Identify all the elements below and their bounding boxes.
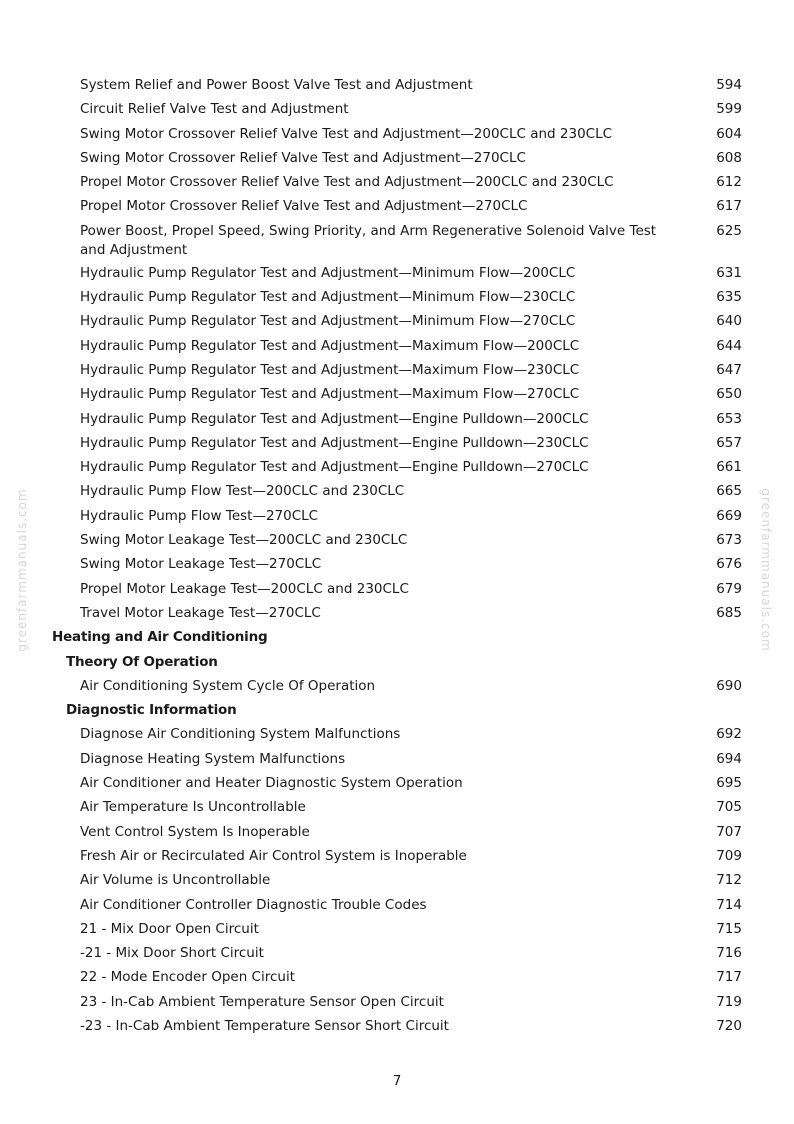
toc-entry[interactable] (0, 264, 794, 283)
toc-entry[interactable] (0, 555, 794, 574)
toc-entry-page[interactable]: 676 (716, 556, 742, 573)
toc-diagnostic-entries (0, 725, 794, 1036)
toc-entry-page[interactable]: 695 (716, 775, 742, 792)
toc-entry-page[interactable]: 599 (716, 101, 742, 118)
toc-entry-title[interactable]: Hydraulic Pump Regulator Test and Adjustment—Engine Pulldown—270CLC (80, 459, 589, 476)
toc-entry[interactable] (0, 531, 794, 550)
toc-entry-title[interactable]: Swing Motor Leakage Test—200CLC and 230CLC (80, 532, 408, 549)
toc-entry-title[interactable]: Hydraulic Pump Regulator Test and Adjustment—Maximum Flow—200CLC (80, 337, 580, 354)
toc-entry-page[interactable]: 694 (716, 750, 742, 767)
toc-entry[interactable] (0, 750, 794, 769)
subsection-heading-diagnostic[interactable]: Diagnostic Information (66, 702, 237, 719)
toc-entry[interactable] (0, 920, 794, 939)
toc-entry-title[interactable]: 22 - Mode Encoder Open Circuit (80, 969, 295, 986)
toc-entry[interactable] (0, 823, 794, 842)
toc-entry-page[interactable]: 653 (716, 410, 742, 427)
toc-entry-page[interactable]: 594 (716, 77, 742, 93)
toc-entry[interactable] (0, 580, 794, 599)
toc-entry-title[interactable]: Hydraulic Pump Regulator Test and Adjustment—Maximum Flow—270CLC (80, 386, 580, 403)
toc-entry-page[interactable]: 714 (716, 896, 742, 913)
toc-entry-page[interactable]: 719 (716, 993, 742, 1010)
toc-entry-title[interactable]: Diagnose Heating System Malfunctions (80, 750, 346, 767)
toc-entry-title[interactable]: Air Volume is Uncontrollable (80, 872, 271, 889)
table-of-contents (0, 76, 794, 1041)
toc-entry-page[interactable]: 673 (716, 532, 742, 549)
toc-entry-page[interactable]: 631 (716, 264, 742, 281)
toc-entry[interactable] (0, 100, 794, 119)
toc-entry-title[interactable]: Air Temperature Is Uncontrollable (80, 799, 306, 816)
toc-entry[interactable] (0, 944, 794, 963)
toc-entry[interactable] (0, 896, 794, 915)
toc-entry-page[interactable]: 604 (716, 125, 742, 142)
toc-entry[interactable] (0, 434, 794, 453)
toc-entry-title[interactable]: Travel Motor Leakage Test—270CLC (80, 604, 321, 621)
toc-entry-title[interactable]: Hydraulic Pump Regulator Test and Adjustment—Minimum Flow—230CLC (80, 289, 576, 306)
toc-entry[interactable] (0, 482, 794, 501)
toc-entry[interactable] (0, 507, 794, 526)
toc-entry-page[interactable]: 707 (716, 823, 742, 840)
toc-entry-page[interactable]: 612 (716, 174, 742, 191)
toc-entry-page[interactable]: 715 (716, 920, 742, 937)
toc-theory-entries (0, 677, 794, 696)
toc-entry-page[interactable]: 685 (716, 604, 742, 621)
toc-entry[interactable] (0, 458, 794, 477)
toc-entry-title[interactable]: Air Conditioner and Heater Diagnostic System Operation (80, 775, 463, 792)
toc-entry-page[interactable]: 661 (716, 459, 742, 476)
toc-entry-title[interactable]: Diagnose Air Conditioning System Malfunctions (80, 726, 401, 743)
page-number: 7 (392, 1073, 402, 1089)
toc-entry-page[interactable]: 705 (716, 799, 742, 816)
watermark-left: greenfarmmanuals.com (15, 488, 29, 652)
toc-entry-title[interactable]: Air Conditioning System Cycle Of Operation (80, 677, 376, 694)
toc-entry-page[interactable]: 712 (716, 872, 742, 889)
toc-entry-page[interactable]: 717 (716, 969, 742, 986)
subsection-heading-theory[interactable]: Theory Of Operation (66, 653, 218, 670)
toc-entry-title[interactable]: Circuit Relief Valve Test and Adjustment (80, 101, 349, 118)
toc-entry-title[interactable]: 23 - In-Cab Ambient Temperature Sensor Open Circuit (80, 993, 444, 1010)
toc-entry-title[interactable]: Hydraulic Pump Regulator Test and Adjustment—Engine Pulldown—230CLC (80, 434, 589, 451)
toc-entry[interactable] (0, 798, 794, 817)
toc-entry-page[interactable]: 716 (716, 945, 742, 962)
toc-entry-title[interactable]: Fresh Air or Recirculated Air Control System is Inoperable (80, 847, 467, 864)
toc-entry-page[interactable]: 690 (716, 677, 742, 694)
toc-entry-title[interactable]: Hydraulic Pump Regulator Test and Adjustment—Engine Pulldown—200CLC (80, 410, 589, 427)
toc-entry-title[interactable]: Propel Motor Crossover Relief Valve Test and Adjustment—270CLC (80, 198, 528, 215)
toc-entry[interactable] (0, 76, 794, 95)
toc-entry-page[interactable]: 669 (716, 507, 742, 524)
toc-entry[interactable] (0, 993, 794, 1012)
toc-entry-title[interactable]: Propel Motor Crossover Relief Valve Test and Adjustment—200CLC and 230CLC (80, 174, 614, 191)
toc-entry-title[interactable]: Hydraulic Pump Regulator Test and Adjustment—Maximum Flow—230CLC (80, 361, 580, 378)
toc-entry-title[interactable]: -21 - Mix Door Short Circuit (80, 945, 264, 962)
toc-entry-page[interactable]: 640 (716, 313, 742, 330)
toc-entry[interactable] (0, 385, 794, 404)
toc-entry-title[interactable]: Vent Control System Is Inoperable (80, 823, 310, 840)
toc-entry-page[interactable]: 608 (716, 149, 742, 166)
toc-entry-title[interactable]: Swing Motor Leakage Test—270CLC (80, 556, 322, 573)
toc-entry-page[interactable]: 720 (716, 1017, 742, 1034)
toc-entry-page[interactable]: 665 (716, 483, 742, 500)
toc-entry-page[interactable]: 635 (716, 289, 742, 306)
toc-entry-title[interactable]: Swing Motor Crossover Relief Valve Test and Adjustment—200CLC and 230CLC (80, 125, 613, 142)
toc-entry-title[interactable]: -23 - In-Cab Ambient Temperature Sensor Short Circuit (80, 1017, 449, 1034)
toc-entry-page[interactable]: 709 (716, 847, 742, 864)
toc-entry[interactable] (0, 725, 794, 744)
toc-entry-title[interactable]: 21 - Mix Door Open Circuit (80, 920, 259, 937)
toc-entry-page[interactable]: 617 (716, 198, 742, 215)
toc-entry-page[interactable]: 647 (716, 361, 742, 378)
toc-entry[interactable] (0, 312, 794, 331)
toc-entry[interactable] (0, 774, 794, 793)
toc-entry[interactable] (0, 149, 794, 168)
toc-entry-page[interactable]: 625 (716, 222, 742, 239)
toc-entry-title[interactable]: Power Boost, Propel Speed, Swing Priority, and Arm Regenerative Solenoid Valve Test and Adjustment (80, 222, 657, 258)
toc-entry-page[interactable]: 650 (716, 386, 742, 403)
toc-entry-page[interactable]: 692 (716, 726, 742, 743)
toc-entry[interactable] (0, 222, 794, 260)
toc-entry-title[interactable]: Hydraulic Pump Flow Test—270CLC (80, 507, 319, 524)
toc-entry[interactable] (0, 871, 794, 890)
section-heading[interactable]: Heating and Air Conditioning (52, 629, 268, 646)
watermark-right: greenfarmmanuals.com (759, 488, 773, 652)
toc-entry-title[interactable]: Swing Motor Crossover Relief Valve Test and Adjustment—270CLC (80, 149, 526, 166)
toc-entry-title[interactable]: Propel Motor Leakage Test—200CLC and 230CLC (80, 580, 409, 597)
toc-entry[interactable] (0, 197, 794, 216)
toc-entry-title[interactable]: Air Conditioner Controller Diagnostic Trouble Codes (80, 896, 427, 913)
toc-entry[interactable] (0, 604, 794, 623)
toc-entry[interactable] (0, 968, 794, 987)
toc-top-entries (0, 76, 794, 623)
toc-entry-title[interactable]: System Relief and Power Boost Valve Test and Adjustment (80, 77, 473, 93)
toc-entry-page[interactable]: 657 (716, 434, 742, 451)
toc-entry[interactable] (0, 361, 794, 380)
toc-entry-page[interactable]: 644 (716, 337, 742, 354)
toc-entry[interactable] (0, 677, 794, 696)
toc-entry[interactable] (0, 847, 794, 866)
toc-entry[interactable] (0, 1017, 794, 1036)
toc-entry[interactable] (0, 410, 794, 429)
toc-entry-page[interactable]: 679 (716, 580, 742, 597)
toc-entry-title[interactable]: Hydraulic Pump Regulator Test and Adjustment—Minimum Flow—270CLC (80, 313, 576, 330)
toc-entry[interactable] (0, 337, 794, 356)
toc-entry[interactable] (0, 125, 794, 144)
toc-entry-title[interactable]: Hydraulic Pump Regulator Test and Adjustment—Minimum Flow—200CLC (80, 264, 576, 281)
toc-entry[interactable] (0, 173, 794, 192)
toc-entry-title[interactable]: Hydraulic Pump Flow Test—200CLC and 230CLC (80, 483, 405, 500)
toc-entry[interactable] (0, 288, 794, 307)
